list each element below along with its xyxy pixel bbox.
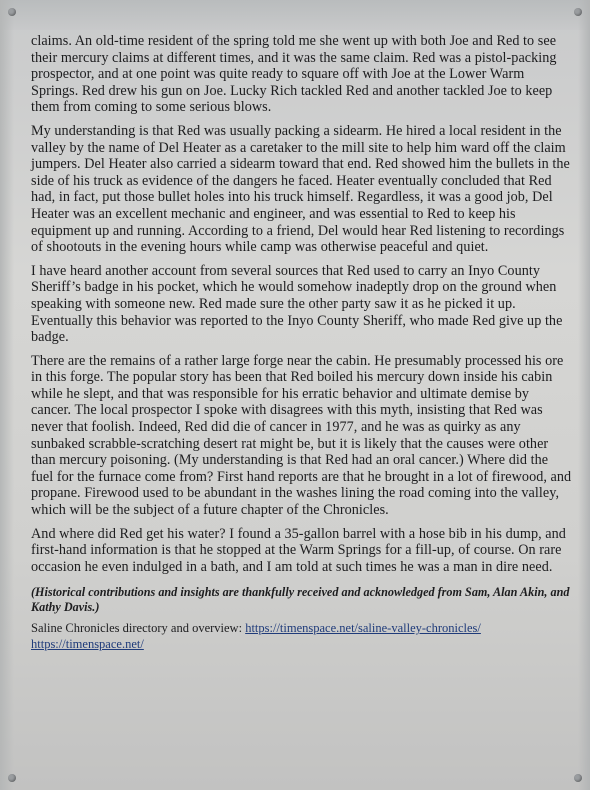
paragraph: claims. An old-time resident of the spring told me she went up with both Joe and Red to see their mercury claims at different times, and it was the same claim. Red was a pistol-packing prospector, and at one point was quite ready to square off with Joe at the Lower Warm Springs. Red drew his gun on Joe. Lucky Rich tackled Red and another tackled Joe to keep them from coming to some serious blows.: [31, 33, 557, 116]
home-link[interactable]: https://timenspace.net/: [31, 637, 144, 652]
paragraph: And where did Red get his water? I found a 35-gallon barrel with a hose bib in his dump, and first-hand information is that he stopped at the Warm Springs for a fill-up, of course. On rare occasion he even indulged in a bath, and I am told at such times he was a man in dire need.: [31, 525, 566, 575]
left-edge-shadow: [0, 0, 14, 790]
directory-label: Saline Chronicles directory and overview:: [31, 621, 243, 636]
pin-icon: [574, 8, 582, 16]
chronicles-link[interactable]: https://timenspace.net/saline-valley-chronicles/: [245, 621, 481, 636]
article-body: [31, 33, 572, 652]
paragraph: There are the remains of a rather large forge near the cabin. He presumably processed his ore in this forge. The popular story has been that Red boiled his mercury down inside his cabin while he slept, and that was responsible for his erratic behavior and ultimate demise by cancer. The local prospector I spoke with disagrees with this myth, insisting that Red was never that foolish. Indeed, Red did die of cancer in 1977, and he was as quirky as any sunbaked scrabble-scratching desert rat might be, but it is likely that the causes were other than mercury poisoning. (My understanding is that Red had an oral cancer.) Where did the fuel for the furnace come from? First hand reports are that he brought in a lot of firewood, and propane. Firewood used to be abundant in the washes lining the road coming into the valley, which will be the subject of a future chapter of the Chronicles.: [31, 352, 572, 519]
directory-line: [31, 620, 572, 652]
pin-icon: [8, 774, 16, 782]
credits-note: (Historical contributions and insights are thankfully received and acknowledged from Sam, Alan Akin, and Kathy Davis.): [31, 585, 570, 615]
pin-icon: [8, 8, 16, 16]
paragraph: I have heard another account from several sources that Red used to carry an Inyo County Sheriff’s badge in his pocket, which he would somehow inadeptly drop on the ground when speaking with someone new. Red made sure the other party saw it as he picked it up. Eventually this behavior was reported to the Inyo County Sheriff, who made Red give up the badge.: [31, 262, 563, 346]
right-edge-shadow: [578, 0, 590, 790]
tape-strip: [0, 0, 590, 30]
paragraph: My understanding is that Red was usually packing a sidearm. He hired a local resident in the valley by the name of Del Heater as a caretaker to the mill site to help him ward off the claim jumpers. Del Heater also carried a sidearm toward that end. Red showed him the bullets in the side of his truck as evidence of the dangers he faced. Heater eventually concluded that Red had, in fact, put those bullet holes into his truck himself. Regardless, it was a good job, Del Heater was an excellent mechanic and engineer, and was essential to Red to keep his equipment up and running. According to a friend, Del would hear Red listening to recordings of shootouts in the evening hours while camp was otherwise peaceful and quiet.: [31, 122, 570, 256]
pin-icon: [574, 774, 582, 782]
